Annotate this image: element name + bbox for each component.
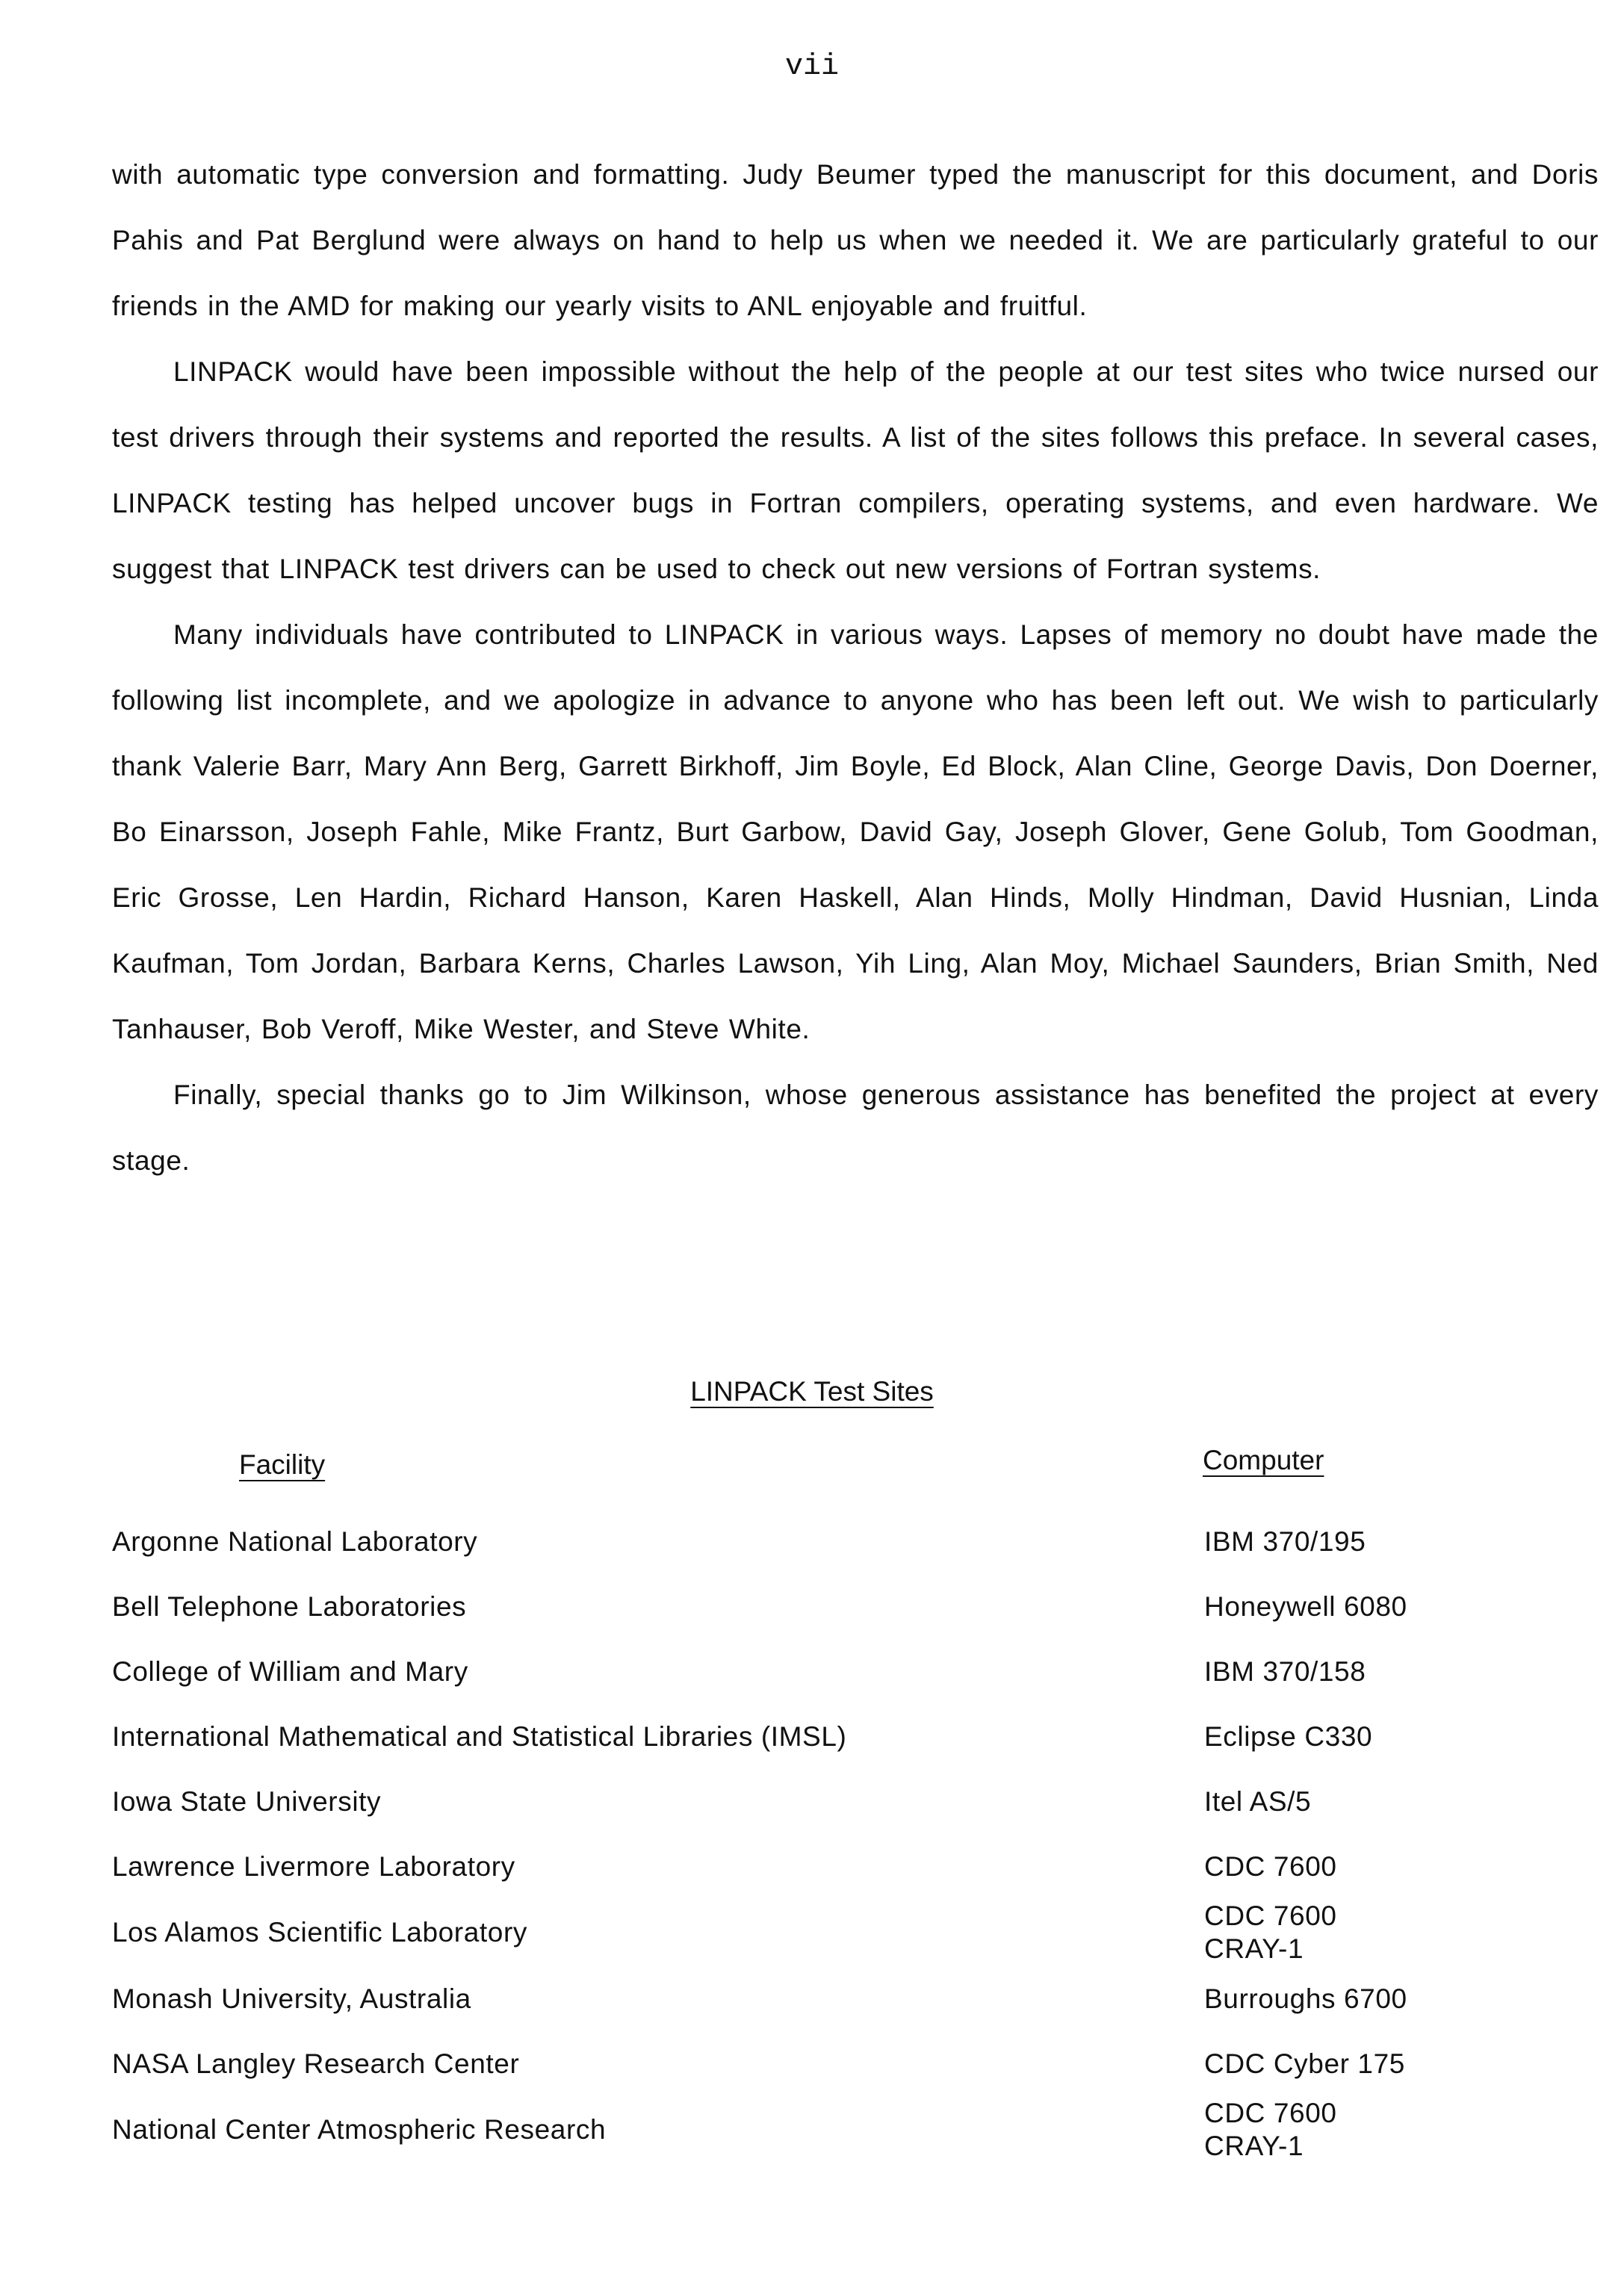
site-computer [1204,1785,1569,1818]
site-computer [1204,1655,1569,1688]
paragraph-test-sites: LINPACK would have been impossible without the help of the people at our test sites who twice nursed our test drivers through their systems and reported the results. A list of the sites follows this preface. In several cases, LINPACK testing has helped uncover bugs in Fortran compilers, operating systems, and even hardware. We suggest that LINPACK test drivers can be used to check out new versions of Fortran systems. [112,356,1599,584]
test-sites-table [112,1509,1569,2163]
computer-name: IBM 370/158 [1204,1655,1366,1687]
computer-name: Eclipse C330 [1204,1720,1373,1752]
site-row [112,1899,1569,1966]
preface-body [112,142,1599,1194]
computer-name: IBM 370/195 [1204,1525,1366,1557]
site-row [112,1574,1569,1639]
page-number: vii [784,50,839,84]
computer-name: Burroughs 6700 [1204,1983,1407,2014]
site-facility: International Mathematical and Statistical Libraries (IMSL) [112,1720,847,1752]
computer-name: CDC 7600 [1204,1850,1337,1882]
site-facility: Bell Telephone Laboratories [112,1590,467,1622]
site-facility: Los Alamos Scientific Laboratory [112,1917,527,1948]
computer-name: Honeywell 6080 [1204,1590,1407,1622]
site-row [112,1509,1569,1574]
site-facility: NASA Langley Research Center [112,2048,520,2079]
site-computer [1204,1525,1569,1558]
site-row [112,2096,1569,2163]
site-facility: National Center Atmospheric Research [112,2114,607,2145]
computer-name: CRAY-1 [1204,1933,1304,1964]
site-facility: College of William and Mary [112,1655,468,1687]
site-facility: Iowa State University [112,1785,382,1817]
site-row [112,1834,1569,1899]
test-sites-heading [0,1373,1624,1410]
site-row [112,2031,1569,2096]
site-computer [1204,2097,1569,2163]
computer-column-header: Computer [1203,1445,1324,1475]
site-facility: Argonne National Laboratory [112,1525,478,1557]
paragraph-continuation: with automatic type conversion and formatting. Judy Beumer typed the manuscript for this document, and Doris Pahis and Pat Berglund were always on hand to help us when we needed it. We are particularly grateful to our friends in the AMD for making our yearly visits to ANL enjoyable and fruitful. [112,159,1599,321]
facility-column-header: Facility [239,1449,326,1480]
computer-name: CDC 7600 [1204,2098,1337,2128]
paragraph-final-thanks: Finally, special thanks go to Jim Wilkinson, whose generous assistance has benefited the project at every stage. [112,1079,1599,1176]
computer-name: Itel AS/5 [1204,1785,1312,1817]
test-sites-title: LINPACK Test Sites [690,1376,934,1407]
site-computer [1204,1720,1569,1753]
site-row [112,1966,1569,2031]
site-facility: Lawrence Livermore Laboratory [112,1850,515,1882]
paragraph-contributors: Many individuals have contributed to LINPACK in various ways. Lapses of memory no doubt have made the following list incomplete, and we apologize in advance to anyone who has been left out. We wish to particularly thank Valerie Barr, Mary Ann Berg, Garrett Birkhoff, Jim Boyle, Ed Block, Alan Cline, George Davis, Don Doerner, Bo Einarsson, Joseph Fahle, Mike Frantz, Burt Garbow, David Gay, Joseph Glover, Gene Golub, Tom Goodman, Eric Grosse, Len Hardin, Richard Hanson, Karen Haskell, Alan Hinds, Molly Hindman, David Husnian, Linda Kaufman, Tom Jordan, Barbara Kerns, Charles Lawson, Yih Ling, Alan Moy, Michael Saunders, Brian Smith, Ned Tanhauser, Bob Veroff, Mike Wester, and Steve White. [112,619,1599,1044]
site-computer [1204,1900,1569,1965]
computer-name: CDC 7600 [1204,1900,1337,1931]
site-row [112,1769,1569,1834]
site-computer [1204,1850,1569,1883]
site-row [112,1639,1569,1704]
site-computer [1204,2048,1569,2081]
computer-name: CDC Cyber 175 [1204,2048,1405,2079]
site-computer [1204,1590,1569,1623]
site-facility: Monash University, Australia [112,1983,471,2014]
site-row [112,1704,1569,1769]
site-computer [1204,1983,1569,2016]
computer-name: CRAY-1 [1204,2131,1304,2161]
